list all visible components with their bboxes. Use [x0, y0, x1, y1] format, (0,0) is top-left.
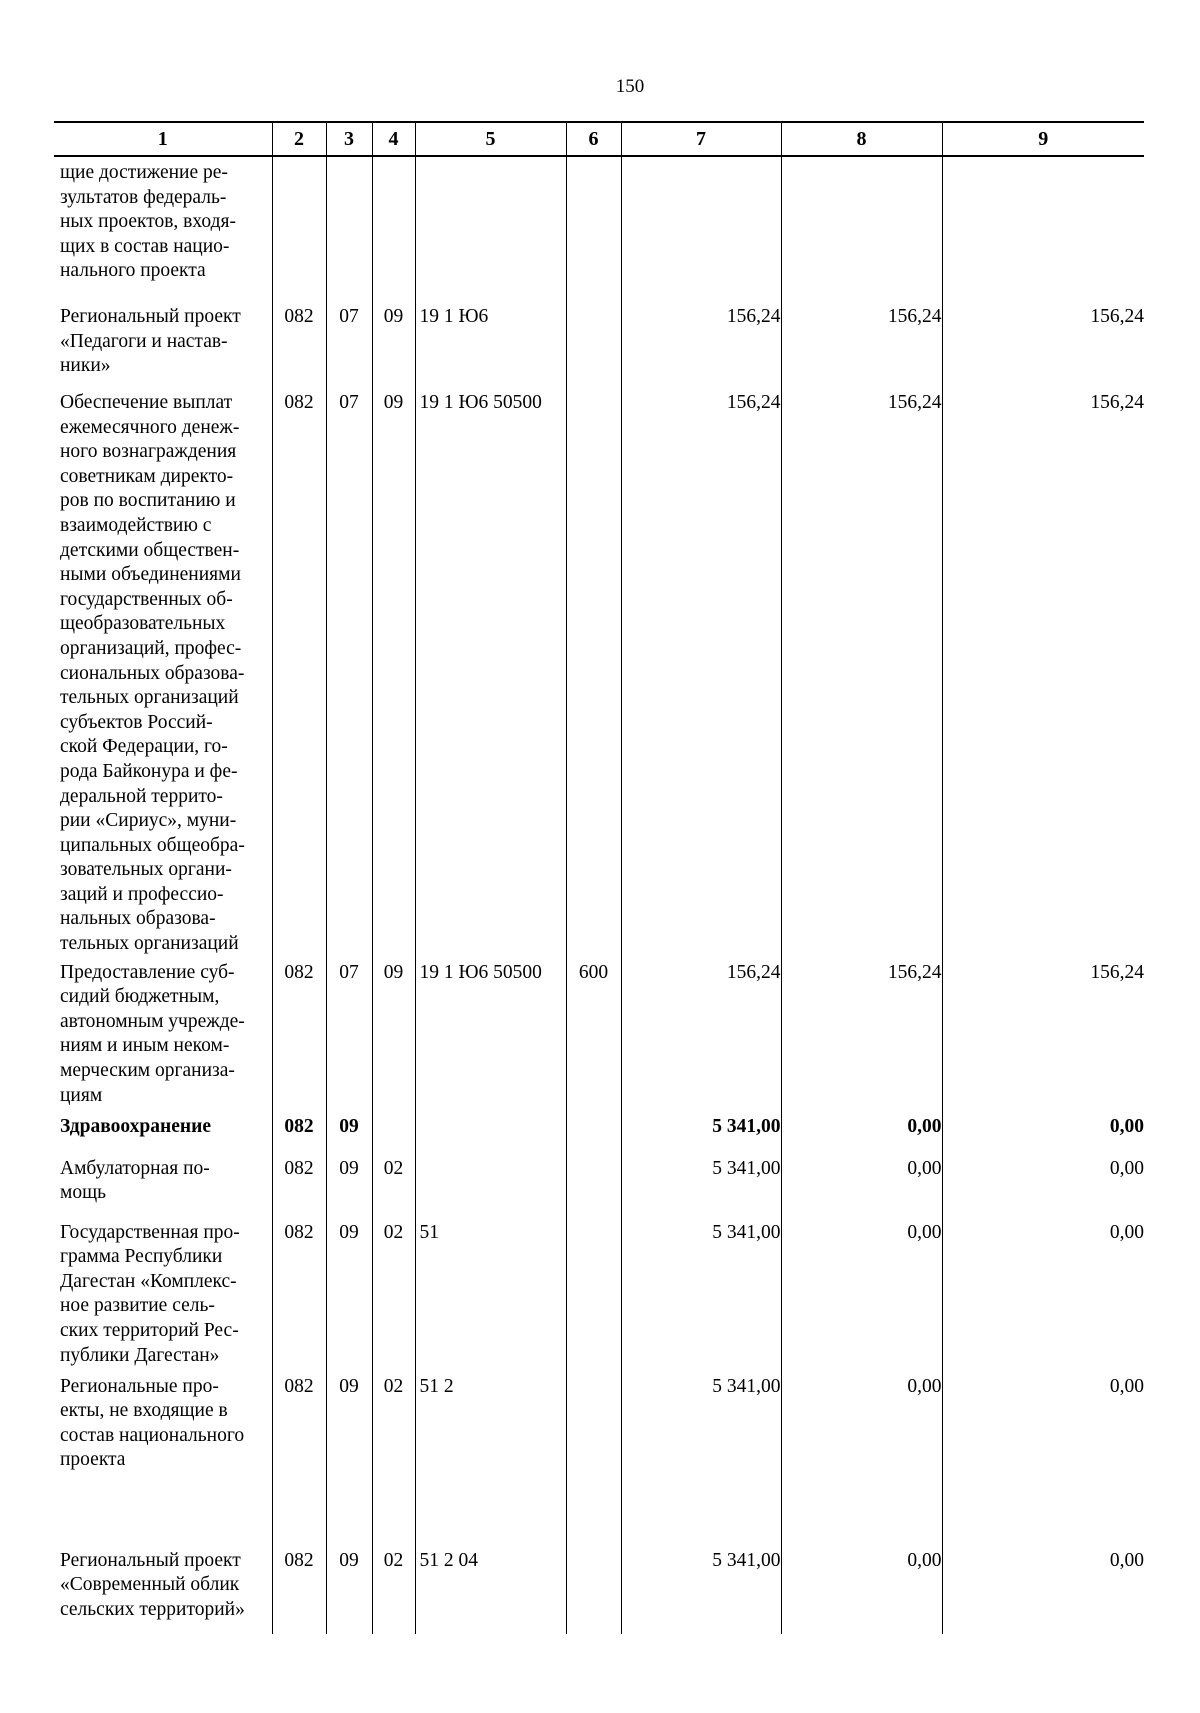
row-name-cell: Предоставление суб- сидий бюджетным, автономным учрежде- ниям и иным неком- мерческим организа- циям [60, 961, 245, 1106]
column-2-cell [272, 156, 326, 301]
column-3-cell: 07 [326, 387, 372, 957]
column-header: 9 [942, 122, 1144, 156]
column-8-amount-cell: 156,24 [781, 387, 942, 957]
column-8-amount-cell: 0,00 [781, 1217, 942, 1371]
column-9-amount-cell: 0,00 [942, 1153, 1144, 1217]
row-name-cell: щие достижение ре- зультатов федераль- ных проектов, входя- щих в состав нацио- нального проекта [60, 162, 236, 282]
column-7-amount-cell: 5 341,00 [621, 1371, 781, 1545]
column-6-cell [566, 387, 621, 957]
column-6-cell [566, 301, 621, 387]
column-7-amount-cell: 156,24 [621, 387, 781, 957]
column-2-cell: 082 [272, 1217, 326, 1371]
column-5-code-cell: 19 1 Ю6 50500 [415, 387, 566, 957]
column-5-code-cell: 51 2 [415, 1371, 566, 1545]
column-9-amount-cell: 0,00 [942, 1217, 1144, 1371]
column-2-cell: 082 [272, 1153, 326, 1217]
row-name-cell: Региональные про- екты, не входящие в состав национального проекта [60, 1375, 245, 1471]
column-4-cell: 09 [372, 957, 415, 1111]
column-9-amount-cell: 156,24 [942, 387, 1144, 957]
column-9-amount-cell: 156,24 [942, 301, 1144, 387]
column-8-amount-cell: 0,00 [781, 1371, 942, 1545]
column-8-amount-cell: 156,24 [781, 957, 942, 1111]
table-body [54, 156, 1144, 1634]
row-name-cell: Региональный проект «Педагоги и настав- ники» [60, 306, 241, 377]
column-4-cell [372, 156, 415, 301]
column-2-cell: 082 [272, 957, 326, 1111]
row-name-cell: Амбулаторная по- мощь [60, 1157, 210, 1204]
column-header: 2 [272, 122, 326, 156]
column-header: 3 [326, 122, 372, 156]
column-4-cell: 02 [372, 1545, 415, 1634]
column-3-cell: 09 [326, 1371, 372, 1545]
column-3-cell: 09 [326, 1111, 372, 1153]
column-2-cell: 082 [272, 1371, 326, 1545]
table-row [54, 957, 1144, 1111]
column-7-amount-cell: 5 341,00 [621, 1153, 781, 1217]
column-5-code-cell: 51 [415, 1217, 566, 1371]
column-6-cell [566, 1217, 621, 1371]
column-3-cell: 09 [326, 1153, 372, 1217]
column-4-cell [372, 1111, 415, 1153]
table-header [54, 122, 1144, 156]
table-row [54, 1153, 1144, 1217]
column-4-cell: 02 [372, 1153, 415, 1217]
column-5-code-cell: 51 2 04 [415, 1545, 566, 1634]
column-4-cell: 02 [372, 1371, 415, 1545]
column-6-cell [566, 1545, 621, 1634]
column-4-cell: 09 [372, 301, 415, 387]
column-7-amount-cell: 5 341,00 [621, 1217, 781, 1371]
table-row [54, 1545, 1144, 1634]
header-row [54, 122, 1144, 156]
column-3-cell: 07 [326, 957, 372, 1111]
column-7-amount-cell: 5 341,00 [621, 1545, 781, 1634]
page-number: 150 [615, 76, 645, 97]
column-3-cell: 07 [326, 301, 372, 387]
column-9-amount-cell: 156,24 [942, 957, 1144, 1111]
column-6-cell [566, 1111, 621, 1153]
column-5-code-cell [415, 1153, 566, 1217]
column-5-code-cell: 19 1 Ю6 [415, 301, 566, 387]
row-name-cell: Здравоохранение [60, 1115, 212, 1137]
table-row [54, 387, 1144, 957]
column-7-amount-cell [621, 156, 781, 301]
column-4-cell: 09 [372, 387, 415, 957]
column-7-amount-cell: 156,24 [621, 301, 781, 387]
column-8-amount-cell: 0,00 [781, 1153, 942, 1217]
column-5-code-cell [415, 156, 566, 301]
table-row [54, 301, 1144, 387]
column-5-code-cell: 19 1 Ю6 50500 [415, 957, 566, 1111]
column-9-amount-cell [942, 156, 1144, 301]
column-9-amount-cell: 0,00 [942, 1545, 1144, 1634]
table-row [54, 1371, 1144, 1545]
column-8-amount-cell: 0,00 [781, 1545, 942, 1634]
column-6-cell [566, 1371, 621, 1545]
column-2-cell: 082 [272, 387, 326, 957]
column-3-cell [326, 156, 372, 301]
column-3-cell: 09 [326, 1217, 372, 1371]
table-row [54, 156, 1144, 301]
table-row [54, 1111, 1144, 1153]
column-header: 7 [621, 122, 781, 156]
column-2-cell: 082 [272, 1111, 326, 1153]
row-name-cell: Государственная про- грамма Республики Дагестан «Комплекс- ное развитие сель- ских территорий Рес- публики Дагестан» [60, 1221, 240, 1366]
column-8-amount-cell: 0,00 [781, 1111, 942, 1153]
table-row [54, 1217, 1144, 1371]
column-header: 1 [54, 122, 272, 156]
column-5-code-cell [415, 1111, 566, 1153]
column-header: 8 [781, 122, 942, 156]
column-9-amount-cell: 0,00 [942, 1111, 1144, 1153]
column-7-amount-cell: 5 341,00 [621, 1111, 781, 1153]
budget-table [54, 121, 1144, 1634]
column-6-cell [566, 156, 621, 301]
column-8-amount-cell [781, 156, 942, 301]
row-name-cell: Региональный проект «Современный облик сельских территорий» [60, 1549, 245, 1620]
column-2-cell: 082 [272, 301, 326, 387]
column-6-cell [566, 1153, 621, 1217]
column-7-amount-cell: 156,24 [621, 957, 781, 1111]
column-2-cell: 082 [272, 1545, 326, 1634]
column-header: 6 [566, 122, 621, 156]
row-name-cell: Обеспечение выплат ежемесячного денеж- ного вознаграждения советникам директо- ров по воспитанию и взаимодействию с детскими обществен- ными объединениями государственных об- щеобразовательных организаций, профес- сиональных образова- тельных организаций субъектов Россий- ской Федерации, го- рода Байконура и фе- деральной террито- рии «Сириус», муни- ципальных общеобра- зовательных органи- заций и профессио- нальных образова- тельных организаций [60, 392, 245, 955]
column-9-amount-cell: 0,00 [942, 1371, 1144, 1545]
column-header: 5 [415, 122, 566, 156]
column-4-cell: 02 [372, 1217, 415, 1371]
column-header: 4 [372, 122, 415, 156]
column-8-amount-cell: 156,24 [781, 301, 942, 387]
column-3-cell: 09 [326, 1545, 372, 1634]
column-6-cell: 600 [566, 957, 621, 1111]
